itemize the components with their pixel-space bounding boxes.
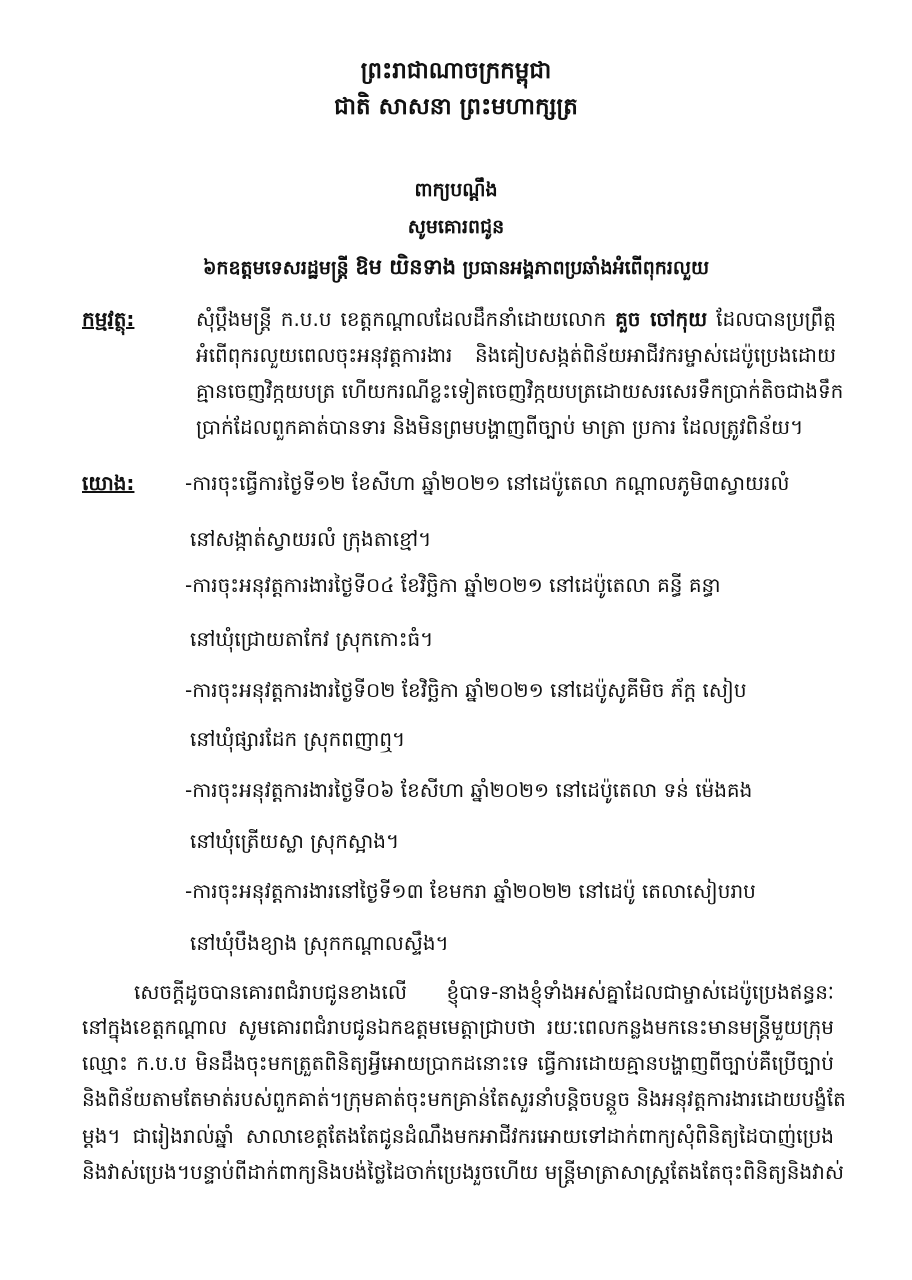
subject-line-1 (196, 304, 836, 334)
reference-item-4-line-1: -ការចុះអនុវត្តការងារថ្ងៃទី០៦ ខែសីហា ឆ្នាំ២០២១ នៅដេប៉ូតេលា ទន់ ម៉េងគង (185, 778, 753, 802)
reference-item-1-line-1: -ការចុះធ្វើការថ្ងៃទី១២ ខែសីហា ឆ្នាំ២០២១ នៅដេប៉ូតេលា កណ្តាលភូមិ៣ស្វាយរលំ (185, 471, 790, 495)
reference-item-3-line-2: នៅឃុំផ្សារដែក ស្រុកពញាឮ។ (190, 727, 406, 751)
accused-official-name: គួច ចៅកុយ (615, 307, 708, 331)
body-line-1: សេចក្តីដូចបានគោរពជំរាបជូនខាងលើ ខ្ញុំបាទ-នាងខ្ញុំទាំងអស់គ្នាដែលជាម្ចាស់ដេប៉ូប្រេងឥន្ធនៈ (134, 980, 834, 1004)
body-line-3: ឈ្មោះ ក.ប.ប មិនដឹងចុះមកត្រួតពិនិត្យអ្វីអោយប្រាកដនោះទេ ធ្វើការដោយគ្មានបង្ហាញពីច្បាប់គឺប្រើច្បាប់ (82, 1051, 834, 1075)
reference-item-1-line-2: នៅសង្កាត់ស្វាយរលំ ក្រុងតាខ្មៅ។ (190, 527, 432, 551)
subject-line-3: គ្មានចេញវិក្កយបត្រ ហើយករណីខ្លះទៀតចេញវិក្កយបត្រដោយសរសេរទឹកប្រាក់តិចជាងទឹក (196, 379, 844, 403)
recipient-line (0, 252, 912, 283)
reference-item-3-line-1: -ការចុះអនុវត្តការងារថ្ងៃទី០២ ខែវិច្ឆិកា ឆ្នាំ២០២១ នៅដេប៉ូសូគីមិច ភ័ក្ត សៀប (185, 678, 747, 702)
national-motto: ជាតិ សាសនា ព្រះមហាក្សត្រ (334, 94, 578, 120)
subject-line-1-end: ដែលបានប្រព្រឹត្ត (716, 307, 836, 331)
document-title: ពាក្យបណ្តឹង (414, 179, 498, 201)
body-line-6: និងវាស់ប្រេង។បន្ទាប់ពីដាក់ពាក្យនិងបង់ថ្លៃដៃចាក់ប្រេងរួចហើយ មន្ត្រីមាត្រាសាស្ត្រតែងតែចុះពិនិត្យនិងវាស់ (82, 1160, 844, 1184)
reference-label: យោង: (82, 471, 135, 495)
subject-label: កម្មវត្ថុ: (82, 307, 135, 331)
reference-item-4-line-2: នៅឃុំត្រើយស្លា ស្រុកស្អាង។ (190, 829, 400, 853)
reference-item-5-line-1: -ការចុះអនុវត្តការងារនៅថ្ងៃទី១៣ ខែមករា ឆ្នាំ២០២២ នៅដេប៉ូ តេលាសៀបរាប (185, 879, 756, 903)
body-line-5: ម្តង។ ជារៀងរាល់ឆ្នាំ សាលាខេត្តតែងតែជូនដំណឹងមកអាជីវករអោយទៅដាក់ពាក្យសុំពិនិត្យដៃបាញ់ប្រេង (82, 1124, 834, 1148)
recipient-prefix: ៦កឧត្តមទេសរដ្ឋមន្ត្រី (202, 257, 349, 279)
subject-line-1-start: សុំប្តឹងមន្ត្រី ក.ប.ប ខេត្តកណ្តាលដែលដឹកនាំដោយលោក (196, 307, 607, 331)
subject-line-4: ប្រាក់ដែលពួកគាត់បានទារ និងមិនព្រមបង្ហាញពីច្បាប់ មាត្រា ប្រការ ដែលត្រូវពិន័យ។ (196, 415, 804, 439)
reference-item-2-line-2: នៅឃុំជ្រោយតាកែវ ស្រុកកោះធំ។ (190, 627, 434, 651)
reference-item-5-line-2: នៅឃុំបឹងខ្យាង ស្រុកកណ្តាលស្ទឹង។ (190, 931, 449, 955)
kingdom-header: ព្រះរាជាណាចក្រកម្ពុជា (360, 58, 552, 84)
subject-line-2: អំពើពុករលួយពេលចុះអនុវត្តការងារ និងគៀបសង្កត់ពិន័យអាជីវករម្ចាស់ដេប៉ូប្រេងដោយ (196, 343, 836, 367)
body-line-2: នៅក្នុងខេត្តកណ្តាល សូមគោរពជំរាបជូនឯកឧត្តមមេត្តាជ្រាបថា រយៈពេលកន្លងមកនេះមានមន្ត្រីមួយក្រុម (82, 1015, 834, 1039)
reference-item-2-line-1: -ការចុះអនុវត្តការងារថ្ងៃទី០៤ ខែវិច្ឆិកា ឆ្នាំ២០២១ នៅដេប៉ូតេលា គន្ធី គន្ធា (185, 573, 721, 597)
addressee-line: សូមគោរពជូន (407, 216, 505, 238)
recipient-suffix: ប្រធានអង្គភាពប្រឆាំងអំពើពុករលួយ (462, 257, 710, 279)
body-line-4: និងពិន័យតាមតែមាត់របស់ពួកគាត់។ក្រុមគាត់ចុះមកគ្រាន់តែសួរនាំបន្តិចបន្តួច និងអនុវត្តការងារដោយបង្ខំតែ (82, 1087, 846, 1111)
recipient-name: ឱម យិនទាង (355, 255, 456, 279)
